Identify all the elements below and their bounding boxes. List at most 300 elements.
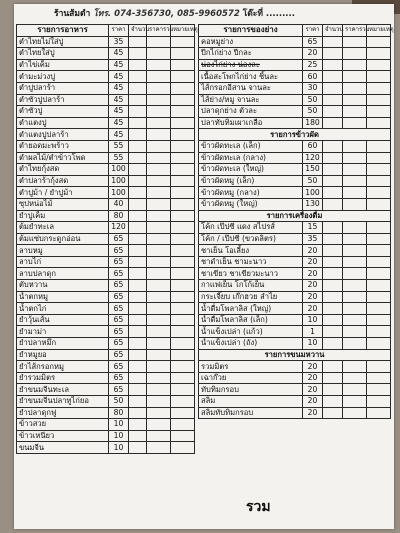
- quantity-cell[interactable]: [323, 187, 343, 199]
- quantity-cell[interactable]: [129, 71, 147, 83]
- subtotal-cell[interactable]: [343, 291, 367, 303]
- menu-row: [199, 106, 391, 118]
- item-name: ปีกไก่ย่าง ปีกละ: [199, 48, 303, 60]
- note-cell[interactable]: [171, 338, 195, 350]
- menu-row: [17, 372, 195, 384]
- item-price: 65: [109, 384, 129, 396]
- subtotal-cell[interactable]: [147, 361, 171, 373]
- quantity-cell[interactable]: [129, 442, 147, 454]
- menu-row: [17, 222, 195, 234]
- item-name: กระเจี๊ยบ เก๊กฮวย ลำไย: [199, 291, 303, 303]
- subtotal-cell[interactable]: [147, 233, 171, 245]
- item-price: 65: [109, 361, 129, 373]
- subtotal-cell[interactable]: [343, 94, 367, 106]
- subtotal-cell[interactable]: [343, 140, 367, 152]
- subtotal-cell[interactable]: [343, 280, 367, 292]
- note-cell[interactable]: [367, 48, 391, 60]
- menu-row: [199, 303, 391, 315]
- quantity-cell[interactable]: [129, 245, 147, 257]
- item-name: สลิ่ม: [199, 396, 303, 408]
- note-cell[interactable]: [171, 233, 195, 245]
- menu-row: [17, 303, 195, 315]
- item-name: ปลาทับทิมเผาเกลือ: [199, 117, 303, 129]
- note-cell[interactable]: [367, 303, 391, 315]
- quantity-cell[interactable]: [129, 152, 147, 164]
- menu-row: [199, 407, 391, 419]
- item-price: 180: [303, 117, 323, 129]
- subtotal-cell[interactable]: [147, 129, 171, 141]
- menu-row: [199, 59, 391, 71]
- quantity-cell[interactable]: [129, 338, 147, 350]
- menu-row: [17, 349, 195, 361]
- header-note: หมายเหตุ: [171, 25, 195, 37]
- quantity-cell[interactable]: [323, 106, 343, 118]
- subtotal-cell[interactable]: [343, 372, 367, 384]
- subtotal-cell[interactable]: [147, 210, 171, 222]
- quantity-cell[interactable]: [129, 314, 147, 326]
- note-cell[interactable]: [367, 256, 391, 268]
- subtotal-cell[interactable]: [147, 82, 171, 94]
- subtotal-cell[interactable]: [343, 106, 367, 118]
- subtotal-cell[interactable]: [147, 419, 171, 431]
- subtotal-cell[interactable]: [343, 198, 367, 210]
- note-cell[interactable]: [171, 152, 195, 164]
- subtotal-cell[interactable]: [343, 361, 367, 373]
- subtotal-cell[interactable]: [147, 442, 171, 454]
- menu-row: [17, 175, 195, 187]
- quantity-cell[interactable]: [129, 164, 147, 176]
- item-name: ข้าวผัดหมู (เล็ก): [199, 175, 303, 187]
- menu-row: [199, 396, 391, 408]
- subtotal-cell[interactable]: [343, 326, 367, 338]
- quantity-cell[interactable]: [129, 175, 147, 187]
- item-price: 65: [109, 326, 129, 338]
- note-cell[interactable]: [171, 326, 195, 338]
- item-name: ตำแตงปูปลาร้า: [17, 129, 109, 141]
- subtotal-cell[interactable]: [147, 140, 171, 152]
- item-name: ตำแตงปู: [17, 117, 109, 129]
- item-name: ลาบไก่: [17, 256, 109, 268]
- item-name: โค้ก / เป๊ปซี่ (ขวดลิตร): [199, 233, 303, 245]
- note-cell[interactable]: [367, 152, 391, 164]
- menu-row: [199, 94, 391, 106]
- item-name: ไส้ย่าง/หมู จานละ: [199, 94, 303, 106]
- note-cell[interactable]: [171, 187, 195, 199]
- quantity-cell[interactable]: [129, 187, 147, 199]
- quantity-cell[interactable]: [129, 349, 147, 361]
- subtotal-cell[interactable]: [147, 256, 171, 268]
- header-note: หมายเหตุ: [367, 25, 391, 37]
- subtotal-cell[interactable]: [343, 82, 367, 94]
- quantity-cell[interactable]: [129, 106, 147, 118]
- menu-row: [17, 210, 195, 222]
- item-price: 50: [303, 106, 323, 118]
- subtotal-cell[interactable]: [147, 36, 171, 48]
- quantity-cell[interactable]: [323, 222, 343, 234]
- menu-row: [199, 152, 391, 164]
- quantity-cell[interactable]: [323, 82, 343, 94]
- subtotal-cell[interactable]: [343, 36, 367, 48]
- item-price: 55: [109, 140, 129, 152]
- subtotal-cell[interactable]: [343, 187, 367, 199]
- header-total: ราคารวม: [343, 25, 367, 37]
- note-cell[interactable]: [367, 384, 391, 396]
- subtotal-cell[interactable]: [343, 59, 367, 71]
- item-price: 20: [303, 372, 323, 384]
- note-cell[interactable]: [367, 222, 391, 234]
- quantity-cell[interactable]: [323, 59, 343, 71]
- note-cell[interactable]: [367, 338, 391, 350]
- subtotal-cell[interactable]: [343, 48, 367, 60]
- quantity-cell[interactable]: [323, 198, 343, 210]
- note-cell[interactable]: [367, 164, 391, 176]
- menu-row: [17, 106, 195, 118]
- quantity-cell[interactable]: [323, 117, 343, 129]
- item-name: น้ำแข็งเปล่า (แก้ว): [199, 326, 303, 338]
- note-cell[interactable]: [171, 361, 195, 373]
- subtotal-cell[interactable]: [147, 280, 171, 292]
- note-cell[interactable]: [367, 280, 391, 292]
- subtotal-cell[interactable]: [147, 175, 171, 187]
- total-label: รวม: [246, 499, 271, 515]
- item-name: ตำมะม่วงปู: [17, 71, 109, 83]
- menu-row: [199, 48, 391, 60]
- quantity-cell[interactable]: [323, 233, 343, 245]
- item-price: 40: [109, 198, 129, 210]
- item-name: ทับทิมกรอบ: [199, 384, 303, 396]
- note-cell[interactable]: [367, 59, 391, 71]
- subtotal-cell[interactable]: [343, 71, 367, 83]
- quantity-cell[interactable]: [129, 36, 147, 48]
- item-name: กาแฟเย็น โกโก้เย็น: [199, 280, 303, 292]
- subtotal-cell[interactable]: [147, 222, 171, 234]
- note-cell[interactable]: [171, 372, 195, 384]
- subtotal-cell[interactable]: [147, 106, 171, 118]
- quantity-cell[interactable]: [129, 361, 147, 373]
- quantity-cell[interactable]: [323, 152, 343, 164]
- subtotal-cell[interactable]: [147, 384, 171, 396]
- quantity-cell[interactable]: [129, 59, 147, 71]
- subtotal-cell[interactable]: [147, 164, 171, 176]
- subtotal-cell[interactable]: [147, 314, 171, 326]
- quantity-cell[interactable]: [129, 82, 147, 94]
- note-cell[interactable]: [367, 117, 391, 129]
- section-heading: รายการขนมหวาน: [199, 349, 391, 361]
- item-name: ยำปลาหมึก: [17, 338, 109, 350]
- item-price: 65: [109, 303, 129, 315]
- quantity-cell[interactable]: [129, 129, 147, 141]
- menu-row: [199, 291, 391, 303]
- menu-row: [17, 361, 195, 373]
- subtotal-cell[interactable]: [147, 94, 171, 106]
- item-name: ชาเขียว ชาเขียวมะนาว: [199, 268, 303, 280]
- item-name: ข้าวผัดทะเล (กลาง): [199, 152, 303, 164]
- note-cell[interactable]: [367, 175, 391, 187]
- note-cell[interactable]: [171, 82, 195, 94]
- quantity-cell[interactable]: [323, 314, 343, 326]
- note-cell[interactable]: [367, 268, 391, 280]
- subtotal-cell[interactable]: [147, 152, 171, 164]
- quantity-cell[interactable]: [323, 36, 343, 48]
- item-price: 50: [109, 396, 129, 408]
- menu-row: [17, 140, 195, 152]
- quantity-cell[interactable]: [323, 361, 343, 373]
- menu-row: [199, 338, 391, 350]
- quantity-cell[interactable]: [129, 268, 147, 280]
- note-cell[interactable]: [367, 140, 391, 152]
- subtotal-cell[interactable]: [147, 430, 171, 442]
- quantity-cell[interactable]: [129, 430, 147, 442]
- note-cell[interactable]: [171, 94, 195, 106]
- subtotal-cell[interactable]: [147, 198, 171, 210]
- subtotal-cell[interactable]: [343, 222, 367, 234]
- subtotal-cell[interactable]: [343, 164, 367, 176]
- quantity-cell[interactable]: [323, 407, 343, 419]
- item-name: ยำไส้กรอกหมู: [17, 361, 109, 373]
- item-name: ยำหมูยอ: [17, 349, 109, 361]
- quantity-cell[interactable]: [323, 338, 343, 350]
- subtotal-cell[interactable]: [343, 396, 367, 408]
- subtotal-cell[interactable]: [343, 303, 367, 315]
- note-cell[interactable]: [171, 419, 195, 431]
- subtotal-cell[interactable]: [147, 407, 171, 419]
- menu-row: [199, 222, 391, 234]
- quantity-cell[interactable]: [323, 48, 343, 60]
- subtotal-cell[interactable]: [343, 152, 367, 164]
- quantity-cell[interactable]: [323, 291, 343, 303]
- menu-row: [17, 117, 195, 129]
- quantity-cell[interactable]: [129, 384, 147, 396]
- section-heading: รายการเครื่องดื่ม: [199, 210, 391, 222]
- quantity-cell[interactable]: [129, 291, 147, 303]
- item-price: 65: [109, 256, 129, 268]
- quantity-cell[interactable]: [129, 117, 147, 129]
- item-name: ยำปลาดุกฟู: [17, 407, 109, 419]
- note-cell[interactable]: [171, 117, 195, 129]
- quantity-cell[interactable]: [323, 326, 343, 338]
- note-cell[interactable]: [171, 430, 195, 442]
- item-price: 20: [303, 245, 323, 257]
- note-cell[interactable]: [367, 233, 391, 245]
- note-cell[interactable]: [171, 71, 195, 83]
- quantity-cell[interactable]: [323, 175, 343, 187]
- note-cell[interactable]: [171, 349, 195, 361]
- subtotal-cell[interactable]: [147, 338, 171, 350]
- note-cell[interactable]: [367, 106, 391, 118]
- menu-row: [17, 442, 195, 454]
- note-cell[interactable]: [171, 198, 195, 210]
- menu-row: [199, 187, 391, 199]
- quantity-cell[interactable]: [129, 407, 147, 419]
- subtotal-cell[interactable]: [147, 187, 171, 199]
- item-name: รวมมิตร: [199, 361, 303, 373]
- subtotal-cell[interactable]: [147, 349, 171, 361]
- quantity-cell[interactable]: [129, 198, 147, 210]
- item-price: 65: [109, 349, 129, 361]
- header-food-items: รายการอาหาร: [17, 25, 109, 37]
- note-cell[interactable]: [367, 291, 391, 303]
- item-name: ข้าวผัดหมู (ใหญ่): [199, 198, 303, 210]
- quantity-cell[interactable]: [129, 256, 147, 268]
- subtotal-cell[interactable]: [147, 71, 171, 83]
- quantity-cell[interactable]: [129, 303, 147, 315]
- note-cell[interactable]: [367, 396, 391, 408]
- subtotal-cell[interactable]: [343, 268, 367, 280]
- note-cell[interactable]: [171, 36, 195, 48]
- note-cell[interactable]: [171, 140, 195, 152]
- note-cell[interactable]: [367, 36, 391, 48]
- note-cell[interactable]: [171, 59, 195, 71]
- section-row: [199, 210, 391, 222]
- note-cell[interactable]: [171, 442, 195, 454]
- quantity-cell[interactable]: [323, 94, 343, 106]
- quantity-cell[interactable]: [129, 222, 147, 234]
- note-cell[interactable]: [367, 198, 391, 210]
- subtotal-cell[interactable]: [147, 291, 171, 303]
- menu-row: [199, 117, 391, 129]
- item-name: ตำยอดมะพร้าว: [17, 140, 109, 152]
- note-cell[interactable]: [367, 245, 391, 257]
- item-price: 65: [109, 314, 129, 326]
- quantity-cell[interactable]: [323, 280, 343, 292]
- quantity-cell[interactable]: [129, 48, 147, 60]
- note-cell[interactable]: [171, 396, 195, 408]
- item-name: ลาบหมู: [17, 245, 109, 257]
- sheet-header: [54, 6, 374, 19]
- note-cell[interactable]: [171, 48, 195, 60]
- quantity-cell[interactable]: [323, 256, 343, 268]
- note-cell[interactable]: [171, 407, 195, 419]
- quantity-cell[interactable]: [323, 384, 343, 396]
- item-price: 30: [303, 82, 323, 94]
- note-cell[interactable]: [367, 407, 391, 419]
- note-cell[interactable]: [171, 245, 195, 257]
- quantity-cell[interactable]: [323, 396, 343, 408]
- subtotal-cell[interactable]: [343, 407, 367, 419]
- note-cell[interactable]: [171, 175, 195, 187]
- header-grill-items: รายการของย่าง: [199, 25, 303, 37]
- menu-row: [199, 384, 391, 396]
- note-cell[interactable]: [367, 82, 391, 94]
- header-quantity: จำนวน: [129, 25, 147, 37]
- quantity-cell[interactable]: [323, 268, 343, 280]
- menu-row: [17, 338, 195, 350]
- menu-row: [17, 326, 195, 338]
- header-quantity: จำนวน: [323, 25, 343, 37]
- item-price: 20: [303, 256, 323, 268]
- menu-row: [199, 71, 391, 83]
- menu-row: [17, 280, 195, 292]
- note-cell[interactable]: [367, 187, 391, 199]
- item-name: น้ำแข็งเปล่า (ถัง): [199, 338, 303, 350]
- subtotal-cell[interactable]: [147, 245, 171, 257]
- note-cell[interactable]: [171, 222, 195, 234]
- subtotal-cell[interactable]: [147, 396, 171, 408]
- subtotal-cell[interactable]: [343, 175, 367, 187]
- note-cell[interactable]: [367, 372, 391, 384]
- subtotal-cell[interactable]: [343, 384, 367, 396]
- note-cell[interactable]: [171, 291, 195, 303]
- note-cell[interactable]: [171, 129, 195, 141]
- menu-row: [17, 71, 195, 83]
- item-price: 65: [109, 338, 129, 350]
- menu-row: [199, 245, 391, 257]
- subtotal-cell[interactable]: [343, 256, 367, 268]
- subtotal-cell[interactable]: [343, 338, 367, 350]
- menu-row: [17, 256, 195, 268]
- quantity-cell[interactable]: [129, 140, 147, 152]
- menu-row: [17, 198, 195, 210]
- note-cell[interactable]: [171, 280, 195, 292]
- food-menu-table: [16, 24, 198, 454]
- subtotal-cell[interactable]: [147, 372, 171, 384]
- note-cell[interactable]: [367, 94, 391, 106]
- quantity-cell[interactable]: [129, 396, 147, 408]
- menu-row: [17, 164, 195, 176]
- subtotal-cell[interactable]: [147, 303, 171, 315]
- note-cell[interactable]: [367, 361, 391, 373]
- quantity-cell[interactable]: [323, 303, 343, 315]
- quantity-cell[interactable]: [129, 210, 147, 222]
- restaurant-name: ร้านส้มตำ: [54, 9, 91, 19]
- quantity-cell[interactable]: [323, 372, 343, 384]
- note-cell[interactable]: [171, 256, 195, 268]
- item-name: ข้าวผัดหมู (กลาง): [199, 187, 303, 199]
- item-price: 65: [109, 233, 129, 245]
- item-price: 65: [109, 280, 129, 292]
- note-cell[interactable]: [367, 71, 391, 83]
- quantity-cell[interactable]: [129, 372, 147, 384]
- menu-row: [17, 396, 195, 408]
- subtotal-cell[interactable]: [147, 326, 171, 338]
- quantity-cell[interactable]: [323, 140, 343, 152]
- item-name: ข้าวผัดทะเล (เล็ก): [199, 140, 303, 152]
- note-cell[interactable]: [171, 210, 195, 222]
- note-cell[interactable]: [171, 268, 195, 280]
- note-cell[interactable]: [367, 326, 391, 338]
- item-name: ไส้กรอกอีสาน จานละ: [199, 82, 303, 94]
- subtotal-cell[interactable]: [147, 59, 171, 71]
- subtotal-cell[interactable]: [147, 268, 171, 280]
- quantity-cell[interactable]: [129, 233, 147, 245]
- note-cell[interactable]: [171, 106, 195, 118]
- subtotal-cell[interactable]: [343, 233, 367, 245]
- quantity-cell[interactable]: [129, 280, 147, 292]
- item-price: 10: [303, 314, 323, 326]
- subtotal-cell[interactable]: [343, 117, 367, 129]
- quantity-cell[interactable]: [323, 245, 343, 257]
- note-cell[interactable]: [171, 164, 195, 176]
- quantity-cell[interactable]: [129, 94, 147, 106]
- subtotal-cell[interactable]: [147, 48, 171, 60]
- quantity-cell[interactable]: [129, 419, 147, 431]
- item-price: 45: [109, 59, 129, 71]
- note-cell[interactable]: [171, 384, 195, 396]
- note-cell[interactable]: [171, 314, 195, 326]
- quantity-cell[interactable]: [323, 71, 343, 83]
- item-name: ยำขนมจีนทะเล: [17, 384, 109, 396]
- quantity-cell[interactable]: [323, 164, 343, 176]
- subtotal-cell[interactable]: [147, 117, 171, 129]
- subtotal-cell[interactable]: [343, 245, 367, 257]
- item-price: 65: [109, 291, 129, 303]
- note-cell[interactable]: [171, 303, 195, 315]
- item-name: ข้าวสวย: [17, 419, 109, 431]
- note-cell[interactable]: [367, 314, 391, 326]
- item-name: ตำไทยกุ้งสด: [17, 164, 109, 176]
- quantity-cell[interactable]: [129, 326, 147, 338]
- subtotal-cell[interactable]: [343, 314, 367, 326]
